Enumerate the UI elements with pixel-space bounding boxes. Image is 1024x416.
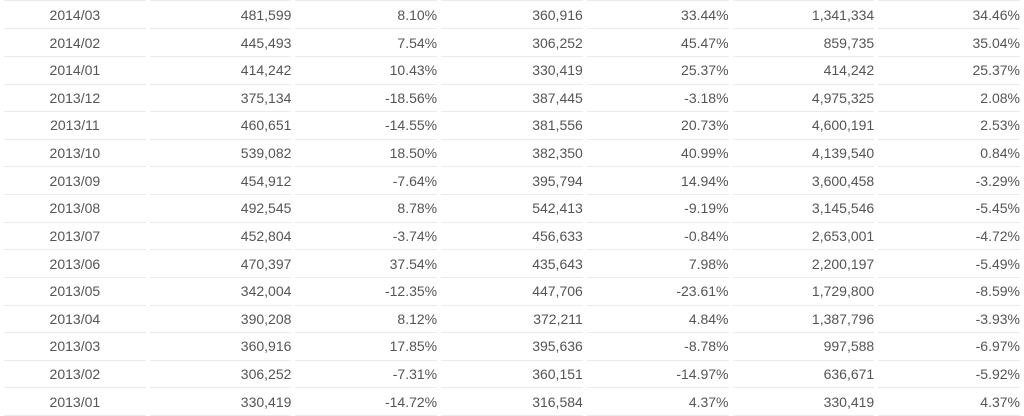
value-cell: 4.84% — [587, 306, 729, 334]
table-row — [4, 250, 1020, 278]
table-row — [4, 29, 1020, 57]
value-cell: 330,419 — [150, 388, 292, 416]
value-cell: -5.49% — [878, 250, 1020, 278]
value-cell: 460,651 — [150, 112, 292, 140]
value-cell: -7.31% — [295, 361, 437, 389]
value-cell: 387,445 — [441, 85, 583, 113]
value-cell: -0.84% — [587, 223, 729, 251]
value-cell: -3.74% — [295, 223, 437, 251]
month-cell: 2013/04 — [4, 306, 146, 334]
value-cell: 7.54% — [295, 29, 437, 57]
value-cell: -8.59% — [878, 278, 1020, 306]
value-cell: 456,633 — [441, 223, 583, 251]
month-cell: 2014/02 — [4, 29, 146, 57]
value-cell: 2.53% — [878, 112, 1020, 140]
value-cell: -3.93% — [878, 306, 1020, 334]
table-row — [4, 306, 1020, 334]
value-cell: -14.55% — [295, 112, 437, 140]
value-cell: 8.12% — [295, 306, 437, 334]
value-cell: 34.46% — [878, 0, 1020, 29]
value-cell: -6.97% — [878, 333, 1020, 361]
value-cell: 372,211 — [441, 306, 583, 334]
monthly-data-table-body — [4, 0, 1020, 416]
month-cell: 2013/10 — [4, 140, 146, 168]
value-cell: 17.85% — [295, 333, 437, 361]
value-cell: -7.64% — [295, 167, 437, 195]
value-cell: -8.78% — [587, 333, 729, 361]
month-cell: 2014/01 — [4, 57, 146, 85]
table-row — [4, 195, 1020, 223]
value-cell: 8.78% — [295, 195, 437, 223]
value-cell: -14.97% — [587, 361, 729, 389]
value-cell: -3.18% — [587, 85, 729, 113]
table-row — [4, 223, 1020, 251]
value-cell: 445,493 — [150, 29, 292, 57]
value-cell: 542,413 — [441, 195, 583, 223]
month-cell: 2013/08 — [4, 195, 146, 223]
value-cell: 859,735 — [733, 29, 875, 57]
table-row — [4, 167, 1020, 195]
value-cell: 492,545 — [150, 195, 292, 223]
value-cell: 330,419 — [441, 57, 583, 85]
value-cell: 10.43% — [295, 57, 437, 85]
value-cell: 2,200,197 — [733, 250, 875, 278]
month-cell: 2013/01 — [4, 388, 146, 416]
value-cell: 4,975,325 — [733, 85, 875, 113]
value-cell: 330,419 — [733, 388, 875, 416]
value-cell: 1,729,800 — [733, 278, 875, 306]
table-row — [4, 361, 1020, 389]
month-cell: 2013/07 — [4, 223, 146, 251]
value-cell: -14.72% — [295, 388, 437, 416]
month-cell: 2013/06 — [4, 250, 146, 278]
value-cell: 2,653,001 — [733, 223, 875, 251]
value-cell: 342,004 — [150, 278, 292, 306]
value-cell: -23.61% — [587, 278, 729, 306]
value-cell: 33.44% — [587, 0, 729, 29]
table-row — [4, 140, 1020, 168]
table-row — [4, 333, 1020, 361]
value-cell: 0.84% — [878, 140, 1020, 168]
value-cell: 306,252 — [150, 361, 292, 389]
table-row — [4, 57, 1020, 85]
value-cell: -5.92% — [878, 361, 1020, 389]
value-cell: 45.47% — [587, 29, 729, 57]
value-cell: 18.50% — [295, 140, 437, 168]
table-row — [4, 85, 1020, 113]
value-cell: -12.35% — [295, 278, 437, 306]
value-cell: 40.99% — [587, 140, 729, 168]
value-cell: 470,397 — [150, 250, 292, 278]
value-cell: 25.37% — [878, 57, 1020, 85]
value-cell: -9.19% — [587, 195, 729, 223]
month-cell: 2013/05 — [4, 278, 146, 306]
value-cell: 481,599 — [150, 0, 292, 29]
table-row — [4, 278, 1020, 306]
value-cell: 382,350 — [441, 140, 583, 168]
month-cell: 2013/12 — [4, 85, 146, 113]
value-cell: 4,139,540 — [733, 140, 875, 168]
month-cell: 2013/03 — [4, 333, 146, 361]
value-cell: 390,208 — [150, 306, 292, 334]
value-cell: 4.37% — [587, 388, 729, 416]
value-cell: 25.37% — [587, 57, 729, 85]
value-cell: 539,082 — [150, 140, 292, 168]
table-row — [4, 388, 1020, 416]
value-cell: 8.10% — [295, 0, 437, 29]
value-cell: 1,341,334 — [733, 0, 875, 29]
value-cell: 997,588 — [733, 333, 875, 361]
table-row — [4, 0, 1020, 29]
value-cell: 14.94% — [587, 167, 729, 195]
value-cell: 4.37% — [878, 388, 1020, 416]
value-cell: 447,706 — [441, 278, 583, 306]
value-cell: 395,636 — [441, 333, 583, 361]
value-cell: 35.04% — [878, 29, 1020, 57]
month-cell: 2013/02 — [4, 361, 146, 389]
value-cell: 4,600,191 — [733, 112, 875, 140]
value-cell: 375,134 — [150, 85, 292, 113]
value-cell: -5.45% — [878, 195, 1020, 223]
value-cell: 360,916 — [441, 0, 583, 29]
value-cell: -3.29% — [878, 167, 1020, 195]
value-cell: 452,804 — [150, 223, 292, 251]
value-cell: 360,151 — [441, 361, 583, 389]
value-cell: 454,912 — [150, 167, 292, 195]
value-cell: 2.08% — [878, 85, 1020, 113]
value-cell: 414,242 — [733, 57, 875, 85]
value-cell: 306,252 — [441, 29, 583, 57]
value-cell: 1,387,796 — [733, 306, 875, 334]
value-cell: 435,643 — [441, 250, 583, 278]
value-cell: 3,145,546 — [733, 195, 875, 223]
table-row — [4, 112, 1020, 140]
value-cell: 360,916 — [150, 333, 292, 361]
value-cell: 381,556 — [441, 112, 583, 140]
value-cell: 316,584 — [441, 388, 583, 416]
value-cell: 395,794 — [441, 167, 583, 195]
value-cell: 3,600,458 — [733, 167, 875, 195]
value-cell: -4.72% — [878, 223, 1020, 251]
value-cell: 37.54% — [295, 250, 437, 278]
value-cell: 20.73% — [587, 112, 729, 140]
value-cell: 636,671 — [733, 361, 875, 389]
value-cell: 7.98% — [587, 250, 729, 278]
month-cell: 2013/09 — [4, 167, 146, 195]
month-cell: 2013/11 — [4, 112, 146, 140]
value-cell: -18.56% — [295, 85, 437, 113]
month-cell: 2014/03 — [4, 0, 146, 29]
value-cell: 414,242 — [150, 57, 292, 85]
